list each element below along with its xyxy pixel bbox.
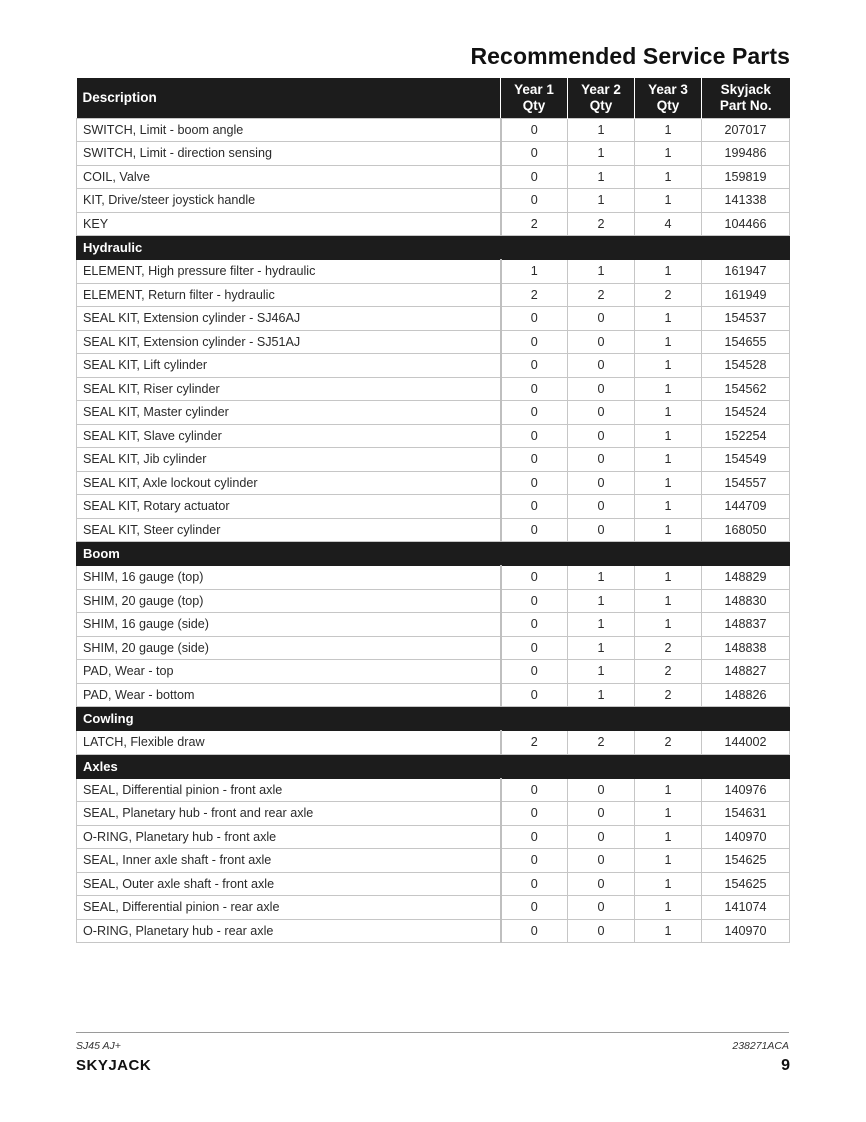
cell-year1-qty: 0 [501,872,568,896]
cell-part-number: 154631 [702,802,790,826]
cell-year3-qty: 1 [635,802,702,826]
cell-desc: ELEMENT, High pressure filter - hydraulic [77,260,501,284]
cell-year2-qty: 0 [568,495,635,519]
cell-year2-qty: 0 [568,401,635,425]
cell-year2-qty: 0 [568,448,635,472]
table-body [77,118,790,943]
table-row [77,731,790,755]
table-row [77,283,790,307]
cell-part-number: 159819 [702,165,790,189]
cell-year3-qty: 1 [635,377,702,401]
cell-desc: KEY [77,212,501,236]
section-header-row [77,542,790,566]
cell-year1-qty: 0 [501,354,568,378]
footer-doc-number: 238271ACA [732,1040,789,1052]
table-row [77,849,790,873]
cell-desc: KIT, Drive/steer joystick handle [77,189,501,213]
cell-year2-qty: 2 [568,283,635,307]
cell-year1-qty: 0 [501,424,568,448]
section-title: Boom [77,542,790,566]
table-row [77,683,790,707]
cell-year3-qty: 2 [635,636,702,660]
cell-part-number: 154655 [702,330,790,354]
service-parts-table [76,78,790,943]
table-row [77,401,790,425]
cell-year1-qty: 0 [501,636,568,660]
table-row [77,778,790,802]
table-row [77,189,790,213]
cell-desc: SEAL KIT, Riser cylinder [77,377,501,401]
cell-part-number: 140976 [702,778,790,802]
page-number: 9 [781,1057,790,1074]
cell-year1-qty: 0 [501,330,568,354]
table-header [77,78,790,118]
table-row [77,613,790,637]
cell-year1-qty: 2 [501,731,568,755]
footer-divider [76,1032,789,1033]
cell-year1-qty: 0 [501,613,568,637]
cell-year3-qty: 2 [635,683,702,707]
cell-year1-qty: 0 [501,471,568,495]
cell-year2-qty: 1 [568,165,635,189]
cell-desc: PAD, Wear - top [77,660,501,684]
cell-desc: SEAL KIT, Lift cylinder [77,354,501,378]
cell-part-number: 168050 [702,518,790,542]
header-year2-qty [568,78,635,118]
cell-year3-qty: 1 [635,566,702,590]
cell-year2-qty: 1 [568,142,635,166]
cell-desc: O-RING, Planetary hub - front axle [77,825,501,849]
cell-year3-qty: 1 [635,518,702,542]
cell-desc: SEAL KIT, Extension cylinder - SJ51AJ [77,330,501,354]
cell-year3-qty: 1 [635,142,702,166]
cell-year3-qty: 1 [635,872,702,896]
cell-desc: SEAL, Differential pinion - front axle [77,778,501,802]
table-row [77,471,790,495]
cell-year1-qty: 0 [501,401,568,425]
footer-model: SJ45 AJ+ [76,1040,121,1052]
cell-year2-qty: 1 [568,566,635,590]
cell-year1-qty: 0 [501,825,568,849]
cell-year2-qty: 0 [568,471,635,495]
cell-year3-qty: 1 [635,471,702,495]
cell-year1-qty: 0 [501,660,568,684]
cell-desc: SEAL KIT, Slave cylinder [77,424,501,448]
cell-part-number: 161947 [702,260,790,284]
cell-year3-qty: 1 [635,495,702,519]
table-row [77,495,790,519]
header-description: Description [77,78,501,118]
cell-year2-qty: 0 [568,307,635,331]
table-row [77,872,790,896]
cell-year3-qty: 1 [635,589,702,613]
table-row [77,448,790,472]
cell-year2-qty: 1 [568,636,635,660]
cell-desc: SWITCH, Limit - direction sensing [77,142,501,166]
cell-year2-qty: 0 [568,872,635,896]
cell-part-number: 144709 [702,495,790,519]
cell-part-number: 207017 [702,118,790,142]
cell-year1-qty: 0 [501,189,568,213]
cell-desc: SWITCH, Limit - boom angle [77,118,501,142]
cell-part-number: 154557 [702,471,790,495]
cell-part-number: 148837 [702,613,790,637]
cell-part-number: 154625 [702,872,790,896]
cell-year3-qty: 2 [635,283,702,307]
cell-year3-qty: 4 [635,212,702,236]
table-row [77,424,790,448]
header-part-number [702,78,790,118]
cell-desc: SEAL, Inner axle shaft - front axle [77,849,501,873]
cell-year2-qty: 0 [568,518,635,542]
table-row [77,660,790,684]
cell-year2-qty: 2 [568,731,635,755]
skyjack-logo: SKYJACK [76,1057,152,1074]
cell-year1-qty: 0 [501,377,568,401]
cell-year3-qty: 2 [635,731,702,755]
cell-desc: SHIM, 16 gauge (top) [77,566,501,590]
cell-year1-qty: 0 [501,589,568,613]
cell-year2-qty: 0 [568,849,635,873]
cell-year1-qty: 0 [501,142,568,166]
cell-year1-qty: 0 [501,307,568,331]
cell-desc: SEAL KIT, Rotary actuator [77,495,501,519]
cell-year2-qty: 1 [568,189,635,213]
cell-year1-qty: 0 [501,495,568,519]
cell-year1-qty: 0 [501,778,568,802]
cell-part-number: 104466 [702,212,790,236]
table-row [77,142,790,166]
cell-year1-qty: 0 [501,802,568,826]
cell-year2-qty: 0 [568,424,635,448]
cell-year3-qty: 1 [635,260,702,284]
section-title: Hydraulic [77,236,790,260]
cell-year3-qty: 1 [635,825,702,849]
cell-desc: SHIM, 20 gauge (top) [77,589,501,613]
cell-year3-qty: 1 [635,307,702,331]
cell-desc: SEAL KIT, Extension cylinder - SJ46AJ [77,307,501,331]
header-part-brand: Skyjack [720,81,771,97]
cell-year2-qty: 0 [568,377,635,401]
cell-desc: LATCH, Flexible draw [77,731,501,755]
cell-desc: SHIM, 16 gauge (side) [77,613,501,637]
cell-year2-qty: 0 [568,919,635,943]
cell-year3-qty: 1 [635,401,702,425]
page-title: Recommended Service Parts [470,43,790,69]
cell-year1-qty: 0 [501,518,568,542]
cell-part-number: 154528 [702,354,790,378]
cell-part-number: 148830 [702,589,790,613]
cell-year1-qty: 1 [501,260,568,284]
table-row [77,518,790,542]
cell-desc: SEAL, Planetary hub - front and rear axle [77,802,501,826]
cell-year1-qty: 0 [501,448,568,472]
section-title: Cowling [77,707,790,731]
cell-year2-qty: 0 [568,896,635,920]
cell-year1-qty: 0 [501,165,568,189]
cell-part-number: 152254 [702,424,790,448]
cell-year3-qty: 1 [635,448,702,472]
cell-desc: SEAL, Differential pinion - rear axle [77,896,501,920]
cell-year1-qty: 0 [501,118,568,142]
cell-year2-qty: 1 [568,118,635,142]
cell-year3-qty: 1 [635,896,702,920]
cell-part-number: 141338 [702,189,790,213]
cell-desc: SEAL KIT, Steer cylinder [77,518,501,542]
header-year3-qty-label: Qty [656,97,680,113]
cell-desc: SEAL, Outer axle shaft - front axle [77,872,501,896]
cell-part-number: 154537 [702,307,790,331]
cell-part-number: 148829 [702,566,790,590]
cell-year2-qty: 1 [568,260,635,284]
cell-year1-qty: 0 [501,566,568,590]
cell-part-number: 154524 [702,401,790,425]
table-row [77,354,790,378]
cell-part-number: 199486 [702,142,790,166]
header-year3-label: Year 3 [648,81,688,97]
cell-part-number: 144002 [702,731,790,755]
cell-desc: PAD, Wear - bottom [77,683,501,707]
cell-year3-qty: 1 [635,424,702,448]
header-year1-qty [501,78,568,118]
cell-year1-qty: 0 [501,919,568,943]
table-row [77,165,790,189]
cell-desc: COIL, Valve [77,165,501,189]
table-row [77,377,790,401]
cell-desc: SEAL KIT, Jib cylinder [77,448,501,472]
cell-part-number: 154625 [702,849,790,873]
cell-year1-qty: 2 [501,283,568,307]
cell-desc: SHIM, 20 gauge (side) [77,636,501,660]
cell-part-number: 154549 [702,448,790,472]
cell-year2-qty: 1 [568,683,635,707]
cell-desc: SEAL KIT, Master cylinder [77,401,501,425]
cell-year2-qty: 1 [568,613,635,637]
section-title: Axles [77,754,790,778]
cell-year2-qty: 0 [568,330,635,354]
cell-year3-qty: 1 [635,118,702,142]
header-year2-qty-label: Qty [589,97,613,113]
cell-part-number: 148827 [702,660,790,684]
table-row [77,589,790,613]
cell-year2-qty: 0 [568,802,635,826]
cell-year3-qty: 1 [635,189,702,213]
table-row [77,118,790,142]
table-row [77,566,790,590]
header-part-no-label: Part No. [719,97,772,113]
table-row [77,307,790,331]
cell-part-number: 140970 [702,825,790,849]
section-header-row [77,754,790,778]
cell-part-number: 161949 [702,283,790,307]
cell-part-number: 141074 [702,896,790,920]
cell-year3-qty: 1 [635,919,702,943]
cell-year2-qty: 1 [568,589,635,613]
header-year2-label: Year 2 [581,81,621,97]
header-year1-label: Year 1 [514,81,554,97]
section-header-row [77,236,790,260]
cell-year3-qty: 1 [635,613,702,637]
cell-year1-qty: 0 [501,683,568,707]
cell-part-number: 140970 [702,919,790,943]
cell-year3-qty: 1 [635,849,702,873]
cell-part-number: 148826 [702,683,790,707]
cell-year3-qty: 1 [635,165,702,189]
cell-year3-qty: 2 [635,660,702,684]
table-row [77,260,790,284]
table-row [77,802,790,826]
cell-part-number: 154562 [702,377,790,401]
header-year1-qty-label: Qty [522,97,546,113]
cell-year2-qty: 0 [568,778,635,802]
cell-year1-qty: 0 [501,849,568,873]
section-header-row [77,707,790,731]
table-row [77,330,790,354]
cell-year2-qty: 1 [568,660,635,684]
cell-year2-qty: 0 [568,825,635,849]
table-row [77,896,790,920]
cell-part-number: 148838 [702,636,790,660]
cell-year1-qty: 0 [501,896,568,920]
cell-desc: SEAL KIT, Axle lockout cylinder [77,471,501,495]
cell-year2-qty: 0 [568,354,635,378]
header-year3-qty [635,78,702,118]
cell-year3-qty: 1 [635,778,702,802]
table-row [77,212,790,236]
cell-desc: O-RING, Planetary hub - rear axle [77,919,501,943]
cell-desc: ELEMENT, Return filter - hydraulic [77,283,501,307]
table-row [77,919,790,943]
cell-year1-qty: 2 [501,212,568,236]
cell-year2-qty: 2 [568,212,635,236]
table-row [77,825,790,849]
cell-year3-qty: 1 [635,354,702,378]
table-row [77,636,790,660]
cell-year3-qty: 1 [635,330,702,354]
